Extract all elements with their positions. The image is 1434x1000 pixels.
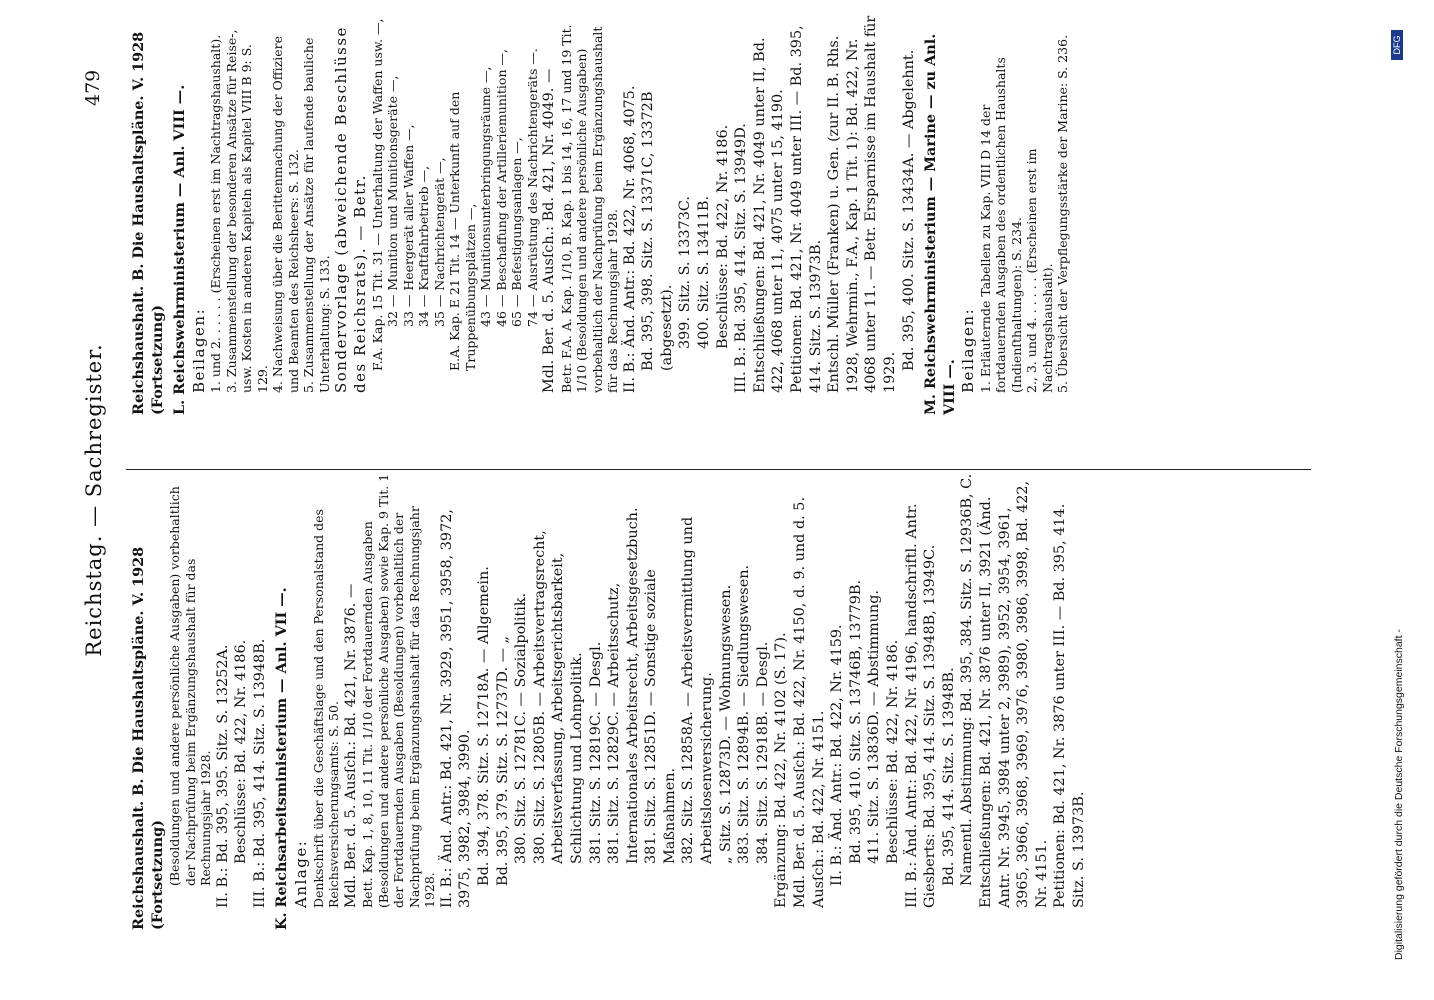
index-entry: Betr. F.A. A. Kap. 1/10, B. Kap. 1 bis 14, 16, 17 und 19 Tit. 1/10 (Besoldungen und andere persönliche Ausgaben) vorbehaltlich der Nachprüfung beim Ergänzungshaushalt für das Rechnungsjahr 1928. bbox=[558, 24, 621, 393]
index-entry: Mdl. Ber. d. 5. Ausſch.: Bd. 422, Nr. 4150, d. 9. und d. 5. Ausſch.: Bd. 422, Nr. 4151. bbox=[792, 496, 827, 908]
index-entry: M. Reichswehrministerium — Marine — zu Anl. VIII —. bbox=[922, 33, 958, 415]
index-entry: 65 — Befestigungsanlagen —, bbox=[509, 137, 525, 327]
dfg-note-text: Digitalisierung gefördert durch die Deutsche Forschungsgemeinschaft - bbox=[1393, 629, 1405, 960]
index-entry: Bd. 395, 400. Sitz. S. 13434A. — Abgelehnt. bbox=[900, 49, 917, 371]
index-entry: 384. Sitz. S. 12918B. — Desgl. bbox=[754, 641, 771, 864]
index-entry: Ergänzung: Bd. 422, Nr. 4102 (S. 17). bbox=[773, 632, 790, 908]
index-entry: Petitionen: Bd. 421, Nr. 4049 unter III. — Bd. 395, 414. Sitz. S. 13973B. bbox=[789, 25, 824, 393]
page-number: 479 bbox=[82, 69, 104, 106]
index-entry: 33 — Heergerät aller Waffen —, bbox=[400, 124, 416, 327]
index-entry: II. B.: Änd. Antr.: Bd. 421, Nr. 3929, 3951, 3958, 3972, 3975, 3982, 3984, 3990. bbox=[438, 509, 474, 908]
index-entry: Bett. Kap. 1, 8, 10, 11 Tit. 1/10 der Fortdauernden Ausgaben (Besoldungen und andere persönliche Ausgaben) sowie Kap. 9 Tit. 1 der Fortdauernden Ausgaben (Besoldungen) vorbehaltlich der Nachprüfung beim Ergänzungshaushalt für das Rechnungsjahr 1928. bbox=[360, 473, 438, 908]
index-entry: Mdl. Ber. d. 5. Ausſch.: Bd. 421, Nr. 3876. — bbox=[342, 583, 359, 908]
running-title: Reichstag. — Sachregister. bbox=[82, 343, 106, 657]
index-entry: (Besoldungen und andere persönliche Ausgaben) vorbehaltlich der Nachprüfung beim Ergänzungshaushalt für das Rechnungsjahr 1928. bbox=[167, 486, 214, 886]
page-header bbox=[82, 0, 122, 1000]
index-entry: Entschließungen: Bd. 421, Nr. 3876 unter II, 3921 (Änd. Antr. Nr. 3945, 3984 unter 2, 3989), 3952, 3954, 3961, 3965, 3966, 3968, 3969, 3976, 3980, 3986, 3998, Bd. 422, Nr. 4151. bbox=[977, 480, 1050, 908]
index-entry: Bd. 395, 379. Sitz. S. 12737D. — „ bbox=[494, 635, 511, 886]
index-entry: 380. Sitz. S. 12781C. — Sozialpolitik. bbox=[513, 592, 530, 864]
index-entry: 43 — Munitionsunterbringungsräume —, bbox=[478, 66, 494, 327]
index-entry: 383. Sitz. S. 12894B. — Siedlungswesen. bbox=[736, 564, 753, 864]
index-entry: II. B.: Änd. Antr.: Bd. 422, Nr. 4068, 4075. bbox=[621, 85, 638, 393]
index-entry: 46 — Beschaffung der Artilleriemunition —, bbox=[493, 49, 509, 327]
index-entry: Entschließungen: Bd. 421, Nr. 4049 unter II, Bd. 422, 4068 unter 11, 4075 unter 15, 4190. bbox=[751, 37, 787, 393]
right-column bbox=[130, 15, 1071, 415]
index-entry: 3. Zusammenstellung der besonderen Ansätze für Reise-, usw. Kosten in anderen Kapiteln als Kapitel VIII B 9: S. 129. bbox=[223, 29, 270, 393]
index-entry: 32 — Munition und Munitionsgeräte —, bbox=[385, 75, 401, 327]
index-entry: 4. Nachweisung über die Berittenmachung der Offiziere und Beamten des Reichsheers: S. 132. bbox=[270, 35, 301, 393]
index-entry: 399. Sitz. S. 13373C. bbox=[677, 196, 694, 349]
index-entry: 35 — Nachrichtengerät —, bbox=[431, 157, 447, 327]
index-entry: Denkschrift über die Geschäftslage und den Personalstand des Reichsversicherungsamts: S. 50. bbox=[310, 509, 342, 908]
index-entry: E.A. Kap. E 21 Tit. 14 — Unterkunft auf den Truppenübungsplätzen —, bbox=[447, 91, 478, 371]
index-entry: 2., 3. und 4. . . . . . (Erscheinen erst im Nachtragshaushalt). bbox=[1024, 148, 1055, 393]
index-entry: III. B.: Bd. 395, 414. Sitz. S. 13949D. bbox=[733, 123, 750, 393]
index-entry: 74 — Ausrüstung des Nachrichtengeräts —. bbox=[524, 48, 540, 327]
index-entry: 380. Sitz. S. 12805B. — Arbeitsvertragsrecht, Arbeitsverfassung, Arbeitsgerichtsbarkeit, Schlichtung und Lohnpolitik. bbox=[531, 530, 585, 864]
index-entry: 381. Sitz. S. 12819C. — Desgl. bbox=[587, 641, 604, 864]
index-entry: Mdl. Ber. d. 5. Ausſch.: Bd. 421, Nr. 4049. — bbox=[541, 68, 558, 393]
dfg-logo: DFG bbox=[1391, 30, 1403, 60]
index-entry: Reichshaushalt. B. Die Haushaltspläne. V. 1928 (Fortsetzung) bbox=[130, 31, 166, 415]
index-entry: Sondervorlage (abweichende Beschlüsse des Reichsrats). — Betr. bbox=[332, 26, 369, 393]
index-entry: Bd. 395, 410. Sitz. S. 13746B, 13779B. bbox=[847, 579, 864, 864]
index-entry: 400. Sitz. S. 13411B. bbox=[696, 195, 713, 349]
index-entry: 1. und 2. . . . . . (Erscheinen erst im Nachtragshaushalt). bbox=[208, 34, 224, 393]
index-entry: 34 — Kraftfahrbetrieb —, bbox=[416, 165, 432, 327]
left-column bbox=[130, 470, 1089, 930]
index-entry: 381. Sitz. S. 12829C. — Arbeitsschutz, Internationales Arbeitsrecht, Arbeitsgesetzbuch. bbox=[606, 507, 641, 864]
index-entry: „ Sitz. S. 12873D. — Wohnungswesen. bbox=[717, 584, 734, 864]
index-entry: K. Reichsarbeitsministerium — Anl. VII —. bbox=[273, 587, 291, 930]
index-entry: Beschlüsse: Bd. 422, Nr. 4186. bbox=[714, 124, 731, 349]
index-entry: III. B.: Änd. Antr.: Bd. 422, Nr. 4196, handschriftl. Antr. Giesberts: Bd. 395, 414. Sitz. S. 13948B, 13949C. bbox=[903, 503, 939, 908]
index-entry: II. B.: Änd. Antr.: Bd. 422, Nr. 4159. bbox=[829, 624, 846, 886]
index-entry: 382. Sitz. S. 12858A. — Arbeitsvermittlung und Arbeitslosenversicherung. bbox=[680, 516, 716, 864]
index-entry: II. B.: Bd. 395, 395. Sitz. S. 13252A. bbox=[214, 644, 231, 908]
index-entry: 411. Sitz. S. 13836D. — Abstimmung. bbox=[866, 590, 883, 864]
index-entry: III. B.: Bd. 395, 414. Sitz. S. 13948B. bbox=[251, 638, 268, 908]
index-entry: 1. Erläuternde Tabellen zu Kap. VIII D 14 der fortdauernden Ausgaben des ordentlichen Haushalts (Indienſthaltungen): S. 234. bbox=[977, 57, 1024, 393]
index-entry: Namentl. Abstimmung: Bd. 395, 384. Sitz. S. 12936B, C. bbox=[959, 473, 976, 886]
index-entry: 5. Übersicht der Verpflegungsstärke der Marine: S. 236. bbox=[1055, 34, 1071, 393]
dfg-note bbox=[1385, 0, 1425, 1000]
index-entry: Petitionen: Bd. 421, Nr. 3876 unter III. — Bd. 395, 414. Sitz. S. 13973B. bbox=[1052, 503, 1087, 908]
index-entry: Bd. 394, 378. Sitz. S. 12718A. — Allgemein. bbox=[475, 566, 492, 886]
index-entry: Reichshaushalt. B. Die Haushaltspläne. V. 1928 (Fortsetzung) bbox=[130, 546, 166, 930]
index-entry: Beilagen: bbox=[959, 307, 978, 393]
index-entry: F.A. Kap. 15 Tit. 31 — Unterhaltung der Waffen usw. —, bbox=[369, 18, 385, 371]
index-entry: 381. Sitz. S. 12851D. — Sonstige soziale Maßnahmen. bbox=[643, 569, 678, 864]
index-entry: Beilagen: bbox=[189, 307, 208, 393]
index-entry: Beschlüsse: Bd. 422, Nr. 4186. bbox=[233, 639, 250, 864]
index-entry: 5. Zusammenstellung der Ansätze für laufende bauliche Unterhaltung: S. 133. bbox=[301, 37, 332, 393]
index-entry: Bd. 395, 398. Sitz. S. 13371C, 13372B (abgesetzt). bbox=[640, 91, 675, 371]
index-entry: L. Reichswehrministerium — Anl. VIII —. bbox=[171, 84, 189, 415]
index-entry: Anlage: bbox=[292, 839, 311, 908]
index-entry: Bd. 395, 414. Sitz. S. 13948B. bbox=[940, 667, 957, 886]
index-entry: Beschlüsse: Bd. 422, Nr. 4186. bbox=[885, 639, 901, 864]
index-entry: Entschl. Müller (Franken) u. Gen. (zur II. B. Rhs. 1928, Wehrmin., F.A., Kap. 1 Tit. 1): Bd. 422, Nr. 4068 unter 11. — Betr. Ersparnisse im Haushalt für 1929. bbox=[826, 15, 898, 393]
